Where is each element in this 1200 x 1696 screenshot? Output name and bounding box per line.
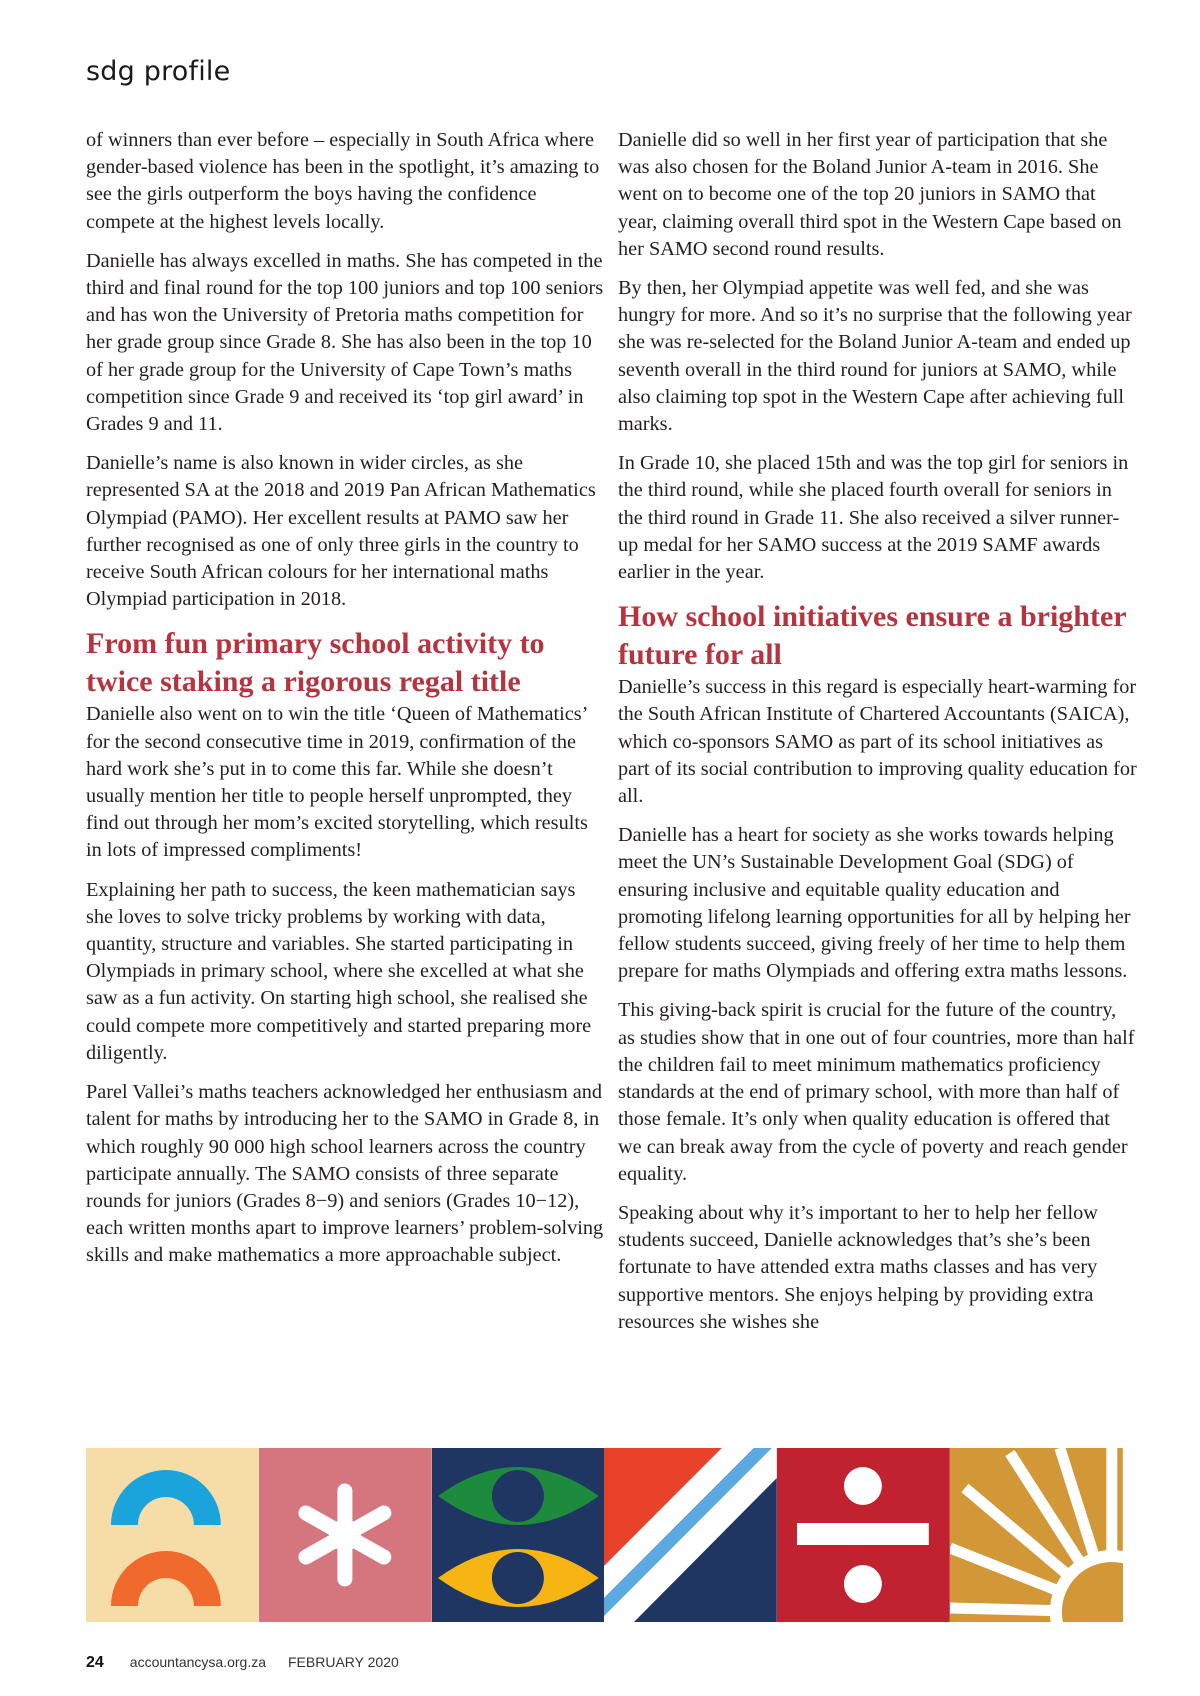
paragraph: Danielle did so well in her first year of participation that she was also chosen for the Boland Junior A-team in 2016. She went on to become one of the top 20 juniors in SAMO that year, claiming overall third spot in the Western Cape based on her SAMO second round results. (618, 129, 1122, 260)
paragraph: This giving-back spirit is crucial for the future of the country, as studies show that in one out of four countries, more than half the children fail to meet minimum mathematics proficiency standards at the end of primary school, with more than half of those female. It’s only when quality education is offered that we can break away from the cycle of poverty and reach gender equality. (618, 999, 1135, 1185)
paragraph: By then, her Olympiad appetite was well fed, and she was hungry for more. And so it’s no surprise that the following year she was re-selected for the Boland Junior A-team and ended up seventh overall in the third round for juniors at SAMO, while also claiming top spot in the Western Cape after achieving full marks. (618, 277, 1132, 436)
left-column (86, 127, 606, 1282)
paragraph: Danielle also went on to win the title ‘Queen of Mathematics’ for the second consecutive time in 2019, confirmation of the hard work she’s put in to come this far. While she doesn’t usually mention her title to people herself unprompted, they find out through her mom’s excited storytelling, which results in lots of impressed compliments! (86, 703, 588, 862)
website-link[interactable]: accountancysa.org.za (129, 1654, 266, 1670)
eye-icon (432, 1448, 605, 1622)
sun-icon (950, 1448, 1123, 1622)
paragraph: Danielle’s success in this regard is especially heart-warming for the South African Institute of Chartered Accountants (SAICA), which co-sponsors SAMO as part of its school initiatives as part of its social contribution to improving quality education for all. (618, 676, 1137, 808)
page-footer (86, 1654, 399, 1672)
paragraph: Explaining her path to success, the keen mathematician says she loves to solve tricky problems by working with data, quantity, structure and variables. She started participating in Olympiads in primary school, where she excelled at what she saw as a fun activity. On starting high school, she realised she could compete more competitively and started preparing more diligently. (86, 878, 592, 1064)
paragraph: Parel Vallei’s maths teachers acknowledged her enthusiasm and talent for maths by introducing her to the SAMO in Grade 8, in which roughly 90 000 high school learners across the country participate annually. The SAMO consists of three separate rounds for juniors (Grades 8−9) and seniors (Grades 10−12), each written months apart to improve learners’ problem-solving skills and make mathematics a more approachable subject. (86, 1081, 604, 1267)
right-column (618, 127, 1138, 1348)
section-heading: From fun primary school activity to twice staking a rigorous regal title (86, 627, 545, 699)
divide-tile (777, 1448, 950, 1622)
arches-icon (86, 1448, 259, 1622)
paragraph: Speaking about why it’s important to her to help her fellow students succeed, Danielle acknowledges that’s she’s been fortunate to have attended extra maths classes and has very supportive mentors. She enjoys helping by providing extra resources she wishes she (618, 1201, 1098, 1333)
issue-date: FEBRUARY 2020 (288, 1654, 399, 1670)
asterisk-icon (259, 1448, 432, 1622)
paragraph: In Grade 10, she placed 15th and was the top girl for seniors in the third round, while she placed fourth overall for seniors in the third round in Grade 11. She also received a silver runner-up medal for her SAMO success at the 2019 SAMF awards earlier in the year. (618, 452, 1129, 584)
page-number: 24 (86, 1654, 104, 1671)
sunburst-tile (950, 1448, 1123, 1622)
section-label: sdg profile (86, 56, 231, 87)
arches-tile (86, 1448, 259, 1622)
stripes-tile (604, 1448, 777, 1622)
paragraph: of winners than ever before – especially in South Africa where gender-based violence has been in the spotlight, it’s amazing to see the girls outperform the boys having the confidence compete at the highest levels locally. (86, 129, 600, 233)
paragraph: Danielle’s name is also known in wider circles, as she represented SA at the 2018 and 2019 Pan African Mathematics Olympiad (PAMO). Her excellent results at PAMO saw her further recognised as one of only three girls in the country to receive South African colours for her international maths Olympiad participation in 2018. (86, 452, 596, 611)
eyes-tile (432, 1448, 605, 1622)
paragraph: Danielle has a heart for society as she works towards helping meet the UN’s Sustainable Development Goal (SDG) of ensuring inclusive and equitable quality education and promoting lifelong learning opportunities for all by helping her fellow students succeed, giving freely of her time to help them prepare for maths Olympiads and offering extra maths lessons. (618, 824, 1131, 983)
asterisk-tile (259, 1448, 432, 1622)
paragraph: Danielle has always excelled in maths. She has competed in the third and final round for the top 100 juniors and top 100 seniors and has won the University of Pretoria maths competition for her grade group since Grade 8. She has also been in the top 10 of her grade group for the University of Cape Town’s maths competition since Grade 9 and received its ‘top girl award’ in Grades 9 and 11. (86, 249, 604, 436)
stripes-icon (604, 1448, 777, 1622)
section-heading: How school initiatives ensure a brighter future for all (618, 600, 1127, 672)
decorative-banner (86, 1448, 1123, 1622)
divide-icon (777, 1448, 950, 1622)
